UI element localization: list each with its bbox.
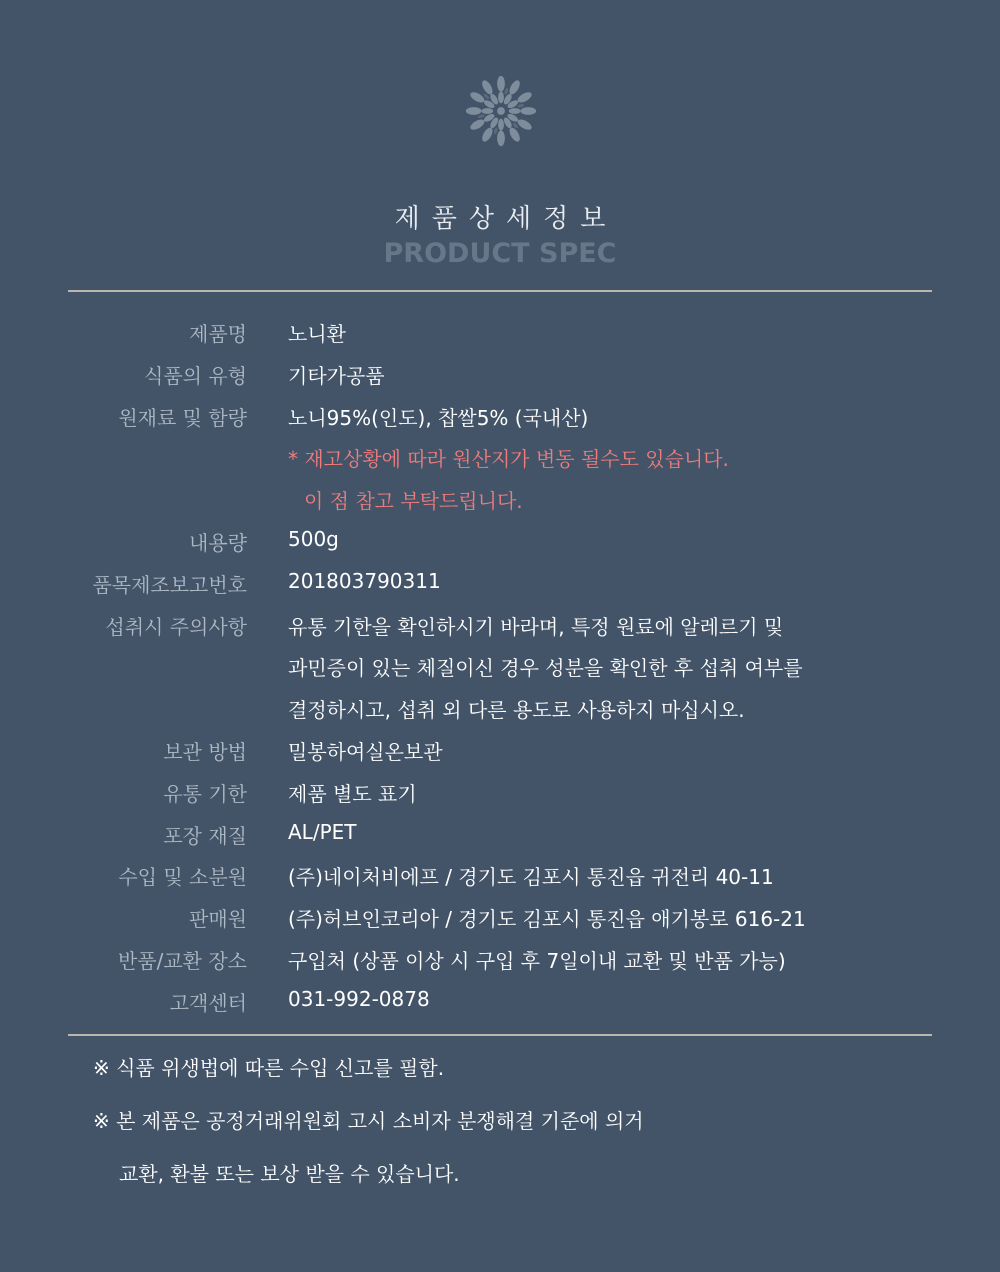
spec-label: 원재료 및 함량 [118,405,247,430]
spec-label: 판매원 [189,907,247,932]
spec-row-origin-note [0,435,1000,477]
spec-value: 노니95%(인도), 찹쌀5% (국내산) [288,405,589,430]
spec-value: 결정하시고, 섭취 외 다른 용도로 사용하지 마십시오. [288,698,745,723]
spec-value: 500g [288,526,339,551]
spec-label: 보관 방법 [163,739,247,764]
footer-notes [93,1052,933,1211]
origin-notice-cont: 이 점 참고 부탁드립니다. [304,489,523,514]
spec-value: 031-992-0878 [288,986,430,1011]
spec-row-report-number [0,561,1000,603]
spec-label: 고객센터 [169,990,247,1015]
spec-row-storage [0,728,1000,770]
spec-value: (주)네이처비에프 / 경기도 김포시 통진읍 귀전리 40-11 [288,865,774,890]
footer-note: ※ 본 제품은 공정거래위원회 고시 소비자 분쟁해결 기준에 의거 [93,1109,644,1133]
origin-notice: * 재고상황에 따라 원산지가 변동 될수도 있습니다. [288,447,729,472]
spec-label: 품목제조보고번호 [92,572,247,597]
spec-value: AL/PET [288,819,357,844]
spec-value: 밀봉하여실온보관 [288,739,443,764]
spec-row-packaging [0,812,1000,854]
page-subtitle: PRODUCT SPEC [383,238,617,269]
spec-label: 섭취시 주의사항 [105,614,247,639]
spec-label: 수입 및 소분원 [118,865,247,890]
footer-note: ※ 식품 위생법에 따른 수입 신고를 필함. [93,1056,445,1080]
leaf-wreath-icon [462,72,540,150]
spec-label: 내용량 [189,530,247,555]
spec-value: 과민증이 있는 체질이신 경우 성분을 확인한 후 섭취 여부를 [288,656,803,681]
spec-row-precautions [0,603,1000,645]
spec-value: 구입처 (상품 이상 시 구입 후 7일이내 교환 및 반품 가능) [288,948,786,973]
spec-row-customer-center [0,979,1000,1021]
spec-label: 반품/교환 장소 [117,948,247,973]
spec-row-precautions-3 [0,686,1000,728]
spec-value: 201803790311 [288,568,441,593]
spec-value: 노니환 [288,322,346,346]
spec-table [0,310,1000,1021]
spec-row-returns [0,937,1000,979]
spec-row-product-name [0,310,1000,352]
spec-row-expiry [0,770,1000,812]
spec-row-ingredients [0,394,1000,436]
spec-label: 유통 기한 [163,781,247,806]
spec-row-precautions-2 [0,644,1000,686]
spec-row-food-type [0,352,1000,394]
spec-label: 제품명 [189,322,247,346]
spec-row-seller [0,895,1000,937]
top-divider [68,290,932,292]
spec-value: 제품 별도 표기 [288,781,417,806]
spec-value: (주)허브인코리아 / 경기도 김포시 통진읍 애기봉로 616-21 [288,907,806,932]
bottom-divider [68,1034,932,1036]
spec-label: 포장 재질 [163,823,247,848]
spec-value: 유통 기한을 확인하시기 바라며, 특정 원료에 알레르기 및 [288,614,784,639]
spec-row-net-weight [0,519,1000,561]
spec-row-origin-note-2 [0,477,1000,519]
spec-row-importer [0,853,1000,895]
page-title: 제품상세정보 [394,204,618,234]
spec-label: 식품의 유형 [144,363,247,388]
spec-value: 기타가공품 [288,363,385,388]
footer-note: 교환, 환불 또는 보상 받을 수 있습니다. [119,1162,460,1186]
